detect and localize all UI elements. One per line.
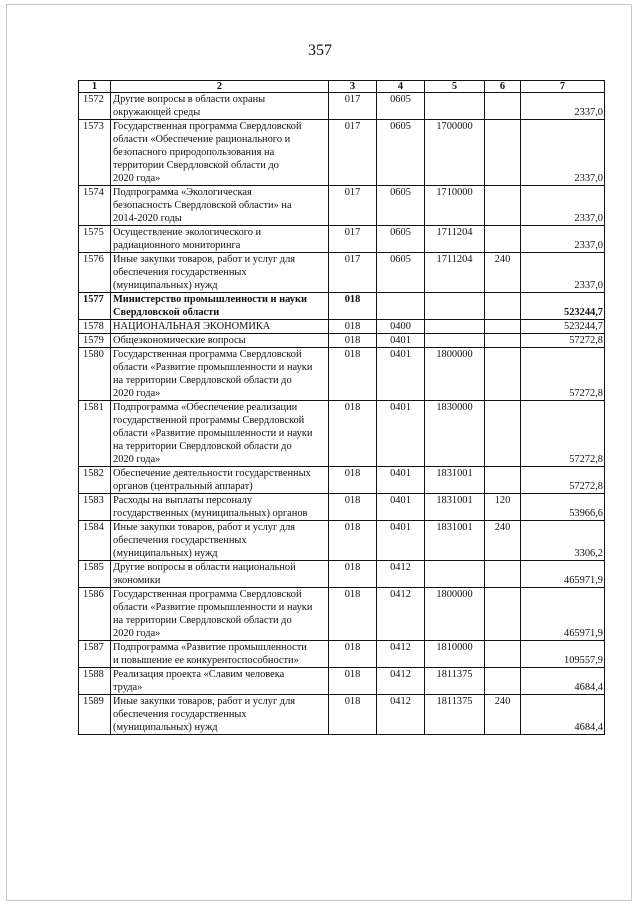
ministry-code: 018 (329, 320, 377, 334)
expense-type-code (485, 226, 521, 253)
row-number: 1585 (79, 561, 111, 588)
amount: 523244,7 (521, 293, 605, 320)
row-number: 1581 (79, 401, 111, 467)
expense-type-code (485, 641, 521, 668)
section-code: 0401 (377, 334, 425, 348)
target-article-code: 1811375 (425, 695, 485, 735)
target-article-code (425, 561, 485, 588)
target-article-code: 1800000 (425, 348, 485, 401)
section-code: 0412 (377, 695, 425, 735)
amount: 2337,0 (521, 253, 605, 293)
target-article-code: 1830000 (425, 401, 485, 467)
table-row (79, 253, 605, 293)
expense-type-code (485, 401, 521, 467)
row-number: 1576 (79, 253, 111, 293)
table-row (79, 348, 605, 401)
section-code: 0605 (377, 226, 425, 253)
row-number: 1574 (79, 186, 111, 226)
amount: 3306,2 (521, 521, 605, 561)
section-code: 0605 (377, 186, 425, 226)
target-article-code: 1700000 (425, 120, 485, 186)
item-name: Иные закупки товаров, работ и услуг для обеспечения государственных (муниципальных) нужд (111, 521, 329, 561)
amount: 109557,9 (521, 641, 605, 668)
section-code: 0401 (377, 467, 425, 494)
expense-type-code (485, 467, 521, 494)
ministry-code: 018 (329, 334, 377, 348)
section-code: 0412 (377, 588, 425, 641)
target-article-code (425, 334, 485, 348)
item-name: Государственная программа Свердловской области «Развитие промышленности и науки на территории Свердловской области до 2020 года» (111, 588, 329, 641)
table-row (79, 668, 605, 695)
row-number: 1580 (79, 348, 111, 401)
column-header: 2 (111, 81, 329, 93)
amount: 4684,4 (521, 668, 605, 695)
amount: 2337,0 (521, 186, 605, 226)
column-header: 4 (377, 81, 425, 93)
ministry-code: 018 (329, 401, 377, 467)
ministry-code: 018 (329, 494, 377, 521)
target-article-code (425, 293, 485, 320)
ministry-code: 017 (329, 186, 377, 226)
section-code (377, 293, 425, 320)
item-name: Государственная программа Свердловской области «Развитие промышленности и науки на территории Свердловской области до 2020 года» (111, 348, 329, 401)
ministry-code: 018 (329, 695, 377, 735)
item-name: Другие вопросы в области охраны окружающей среды (111, 93, 329, 120)
item-name: Подпрограмма «Экологическая безопасность Свердловской области» на 2014-2020 годы (111, 186, 329, 226)
table-row (79, 186, 605, 226)
expense-type-code: 240 (485, 521, 521, 561)
expense-type-code (485, 186, 521, 226)
ministry-code: 018 (329, 561, 377, 588)
target-article-code: 1810000 (425, 641, 485, 668)
ministry-code: 017 (329, 93, 377, 120)
item-name: Иные закупки товаров, работ и услуг для обеспечения государственных (муниципальных) нужд (111, 253, 329, 293)
ministry-code: 018 (329, 293, 377, 320)
column-header: 1 (79, 81, 111, 93)
amount: 53966,6 (521, 494, 605, 521)
expense-type-code: 240 (485, 695, 521, 735)
target-article-code: 1831001 (425, 494, 485, 521)
budget-table (78, 80, 605, 735)
row-number: 1586 (79, 588, 111, 641)
expense-type-code (485, 120, 521, 186)
section-code: 0400 (377, 320, 425, 334)
section-code: 0605 (377, 93, 425, 120)
table-row (79, 695, 605, 735)
item-name: Осуществление экологического и радиационного мониторинга (111, 226, 329, 253)
item-name: Подпрограмма «Развитие промышленности и повышение ее конкурентоспособности» (111, 641, 329, 668)
item-name: НАЦИОНАЛЬНАЯ ЭКОНОМИКА (111, 320, 329, 334)
table-body (79, 93, 605, 735)
expense-type-code (485, 320, 521, 334)
item-name: Государственная программа Свердловской области «Обеспечение рационального и безопасного природопользования на территории Свердловской области до 2020 года» (111, 120, 329, 186)
section-code: 0605 (377, 120, 425, 186)
column-header: 5 (425, 81, 485, 93)
item-name: Другие вопросы в области национальной экономики (111, 561, 329, 588)
expense-type-code (485, 588, 521, 641)
table-row (79, 521, 605, 561)
ministry-code: 018 (329, 521, 377, 561)
expense-type-code: 120 (485, 494, 521, 521)
table-row (79, 588, 605, 641)
amount: 57272,8 (521, 348, 605, 401)
expense-type-code: 240 (485, 253, 521, 293)
target-article-code: 1831001 (425, 521, 485, 561)
target-article-code: 1711204 (425, 253, 485, 293)
row-number: 1578 (79, 320, 111, 334)
amount: 465971,9 (521, 588, 605, 641)
item-name: Иные закупки товаров, работ и услуг для обеспечения государственных (муниципальных) нужд (111, 695, 329, 735)
amount: 57272,8 (521, 334, 605, 348)
row-number: 1575 (79, 226, 111, 253)
row-number: 1588 (79, 668, 111, 695)
expense-type-code (485, 668, 521, 695)
section-code: 0412 (377, 641, 425, 668)
table-row (79, 93, 605, 120)
amount: 2337,0 (521, 120, 605, 186)
ministry-code: 018 (329, 641, 377, 668)
ministry-code: 018 (329, 668, 377, 695)
section-code: 0412 (377, 561, 425, 588)
target-article-code: 1800000 (425, 588, 485, 641)
target-article-code: 1831001 (425, 467, 485, 494)
table-row (79, 293, 605, 320)
section-code: 0605 (377, 253, 425, 293)
item-name: Общеэкономические вопросы (111, 334, 329, 348)
ministry-code: 017 (329, 253, 377, 293)
row-number: 1582 (79, 467, 111, 494)
ministry-code: 018 (329, 588, 377, 641)
item-name: Подпрограмма «Обеспечение реализации государственной программы Свердловской области «Развитие промышленности и науки на территории Свердловской области до 2020 года» (111, 401, 329, 467)
page-number: 357 (308, 42, 332, 59)
item-name: Обеспечение деятельности государственных органов (центральный аппарат) (111, 467, 329, 494)
ministry-code: 017 (329, 226, 377, 253)
expense-type-code (485, 348, 521, 401)
target-article-code: 1711204 (425, 226, 485, 253)
target-article-code (425, 320, 485, 334)
row-number: 1583 (79, 494, 111, 521)
section-code: 0401 (377, 401, 425, 467)
table-row (79, 467, 605, 494)
row-number: 1579 (79, 334, 111, 348)
expense-type-code (485, 293, 521, 320)
column-header: 7 (521, 81, 605, 93)
row-number: 1577 (79, 293, 111, 320)
amount: 57272,8 (521, 401, 605, 467)
header-row (79, 81, 605, 93)
section-code: 0401 (377, 494, 425, 521)
row-number: 1589 (79, 695, 111, 735)
section-code: 0412 (377, 668, 425, 695)
item-name: Расходы на выплаты персоналу государственных (муниципальных) органов (111, 494, 329, 521)
amount: 4684,4 (521, 695, 605, 735)
table-row (79, 120, 605, 186)
table-row (79, 641, 605, 668)
row-number: 1584 (79, 521, 111, 561)
table-row (79, 401, 605, 467)
amount: 57272,8 (521, 467, 605, 494)
ministry-code: 018 (329, 348, 377, 401)
row-number: 1572 (79, 93, 111, 120)
amount: 2337,0 (521, 226, 605, 253)
expense-type-code (485, 334, 521, 348)
section-code: 0401 (377, 348, 425, 401)
ministry-code: 018 (329, 467, 377, 494)
expense-type-code (485, 561, 521, 588)
section-code: 0401 (377, 521, 425, 561)
table-row (79, 320, 605, 334)
item-name: Реализация проекта «Славим человека труда» (111, 668, 329, 695)
target-article-code (425, 93, 485, 120)
ministry-code: 017 (329, 120, 377, 186)
table-row (79, 334, 605, 348)
amount: 523244,7 (521, 320, 605, 334)
amount: 465971,9 (521, 561, 605, 588)
row-number: 1587 (79, 641, 111, 668)
expense-type-code (485, 93, 521, 120)
target-article-code: 1710000 (425, 186, 485, 226)
item-name: Министерство промышленности и науки Свердловской области (111, 293, 329, 320)
column-header: 3 (329, 81, 377, 93)
table-row (79, 561, 605, 588)
column-header: 6 (485, 81, 521, 93)
row-number: 1573 (79, 120, 111, 186)
table-row (79, 494, 605, 521)
table-row (79, 226, 605, 253)
target-article-code: 1811375 (425, 668, 485, 695)
amount: 2337,0 (521, 93, 605, 120)
